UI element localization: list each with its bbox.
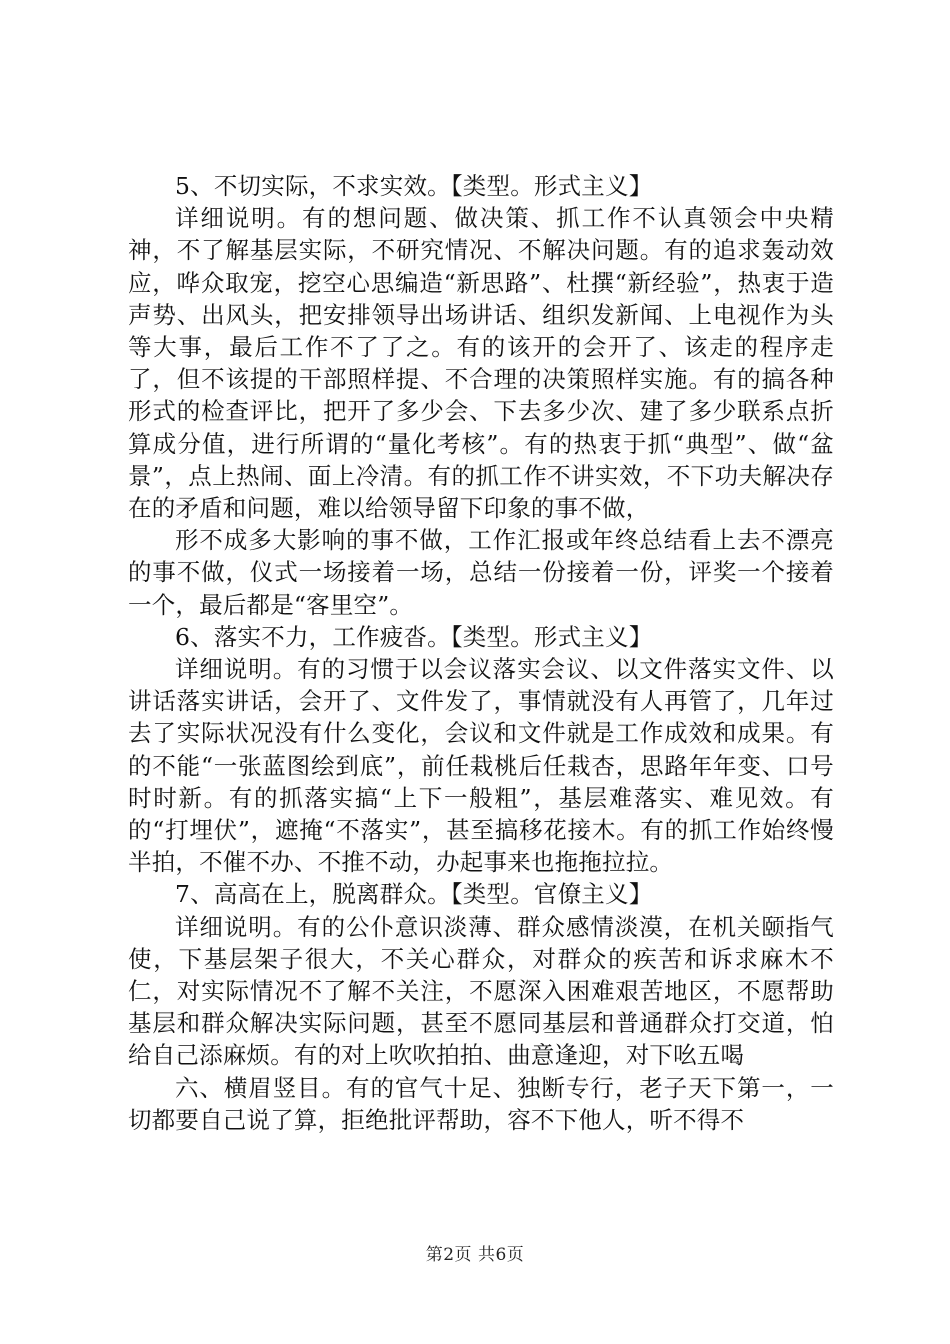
- section-heading-6: 6、落实不力，工作疲沓。【类型。形式主义】: [175, 622, 653, 651]
- document-body: [128, 170, 834, 1136]
- paragraph-item-six: 六、横眉竖目。有的官气十足、独断专行，老子天下第一，一切都要自己说了算，拒绝批评帮助，容不下他人，听不得不: [128, 1073, 834, 1134]
- paragraph-detail-6: 详细说明。有的习惯于以会议落实会议、以文件落实文件、以讲话落实讲话，会开了、文件发了，事情就没有人再管了，几年过去了实际状况没有什么变化，会议和文件就是工作成效和成果。有的不能“一张蓝图绘到底”，前任栽桃后任栽杏，思路年年变、口号时时新。有的抓落实搞“上下一般粗”，基层难落实、难见效。有的“打埋伏”，遮掩“不落实”，甚至搞移花接木。有的抓工作始终慢半拍，不催不办、不推不动，办起事来也拖拖拉拉。: [128, 655, 834, 877]
- paragraph-detail-5-continued: 形不成多大影响的事不做，工作汇报或年终总结看上去不漂亮的事不做，仪式一场接着一场，总结一份接着一份，评奖一个接着一个，最后都是“客里空”。: [128, 526, 834, 619]
- paragraph-detail-5: 详细说明。有的想问题、做决策、抓工作不认真领会中央精神，不了解基层实际，不研究情况、不解决问题。有的追求轰动效应，哗众取宠，挖空心思编造“新思路”、杜撰“新经验”，热衷于造声势、出风头，把安排领导出场讲话、组织发新闻、上电视作为头等大事，最后工作不了了之。有的该开的会开了、该走的程序走了，但不该提的干部照样提、不合理的决策照样实施。有的搞各种形式的检查评比，把开了多少会、下去多少次、建了多少联系点折算成分值，进行所谓的“量化考核”。有的热衷于抓“典型”、做“盆景”，点上热闹、面上冷清。有的抓工作不讲实效，不下功夫解决存在的矛盾和问题，难以给领导留下印象的事不做，: [128, 204, 834, 523]
- section-heading-7: 7、高高在上，脱离群众。【类型。官僚主义】: [175, 880, 653, 909]
- section-heading-5: 5、不切实际，不求实效。【类型。形式主义】: [175, 172, 653, 200]
- paragraph-detail-7: 详细说明。有的公仆意识淡薄、群众感情淡漠，在机关颐指气使，下基层架子很大，不关心群众，对群众的疾苦和诉求麻木不仁，对实际情况不了解不关注，不愿深入困难艰苦地区，不愿帮助基层和群众解决实际问题，甚至不愿同基层和普通群众打交道，怕给自己添麻烦。有的对上吹吹拍拍、曲意逢迎，对下吆五喝: [128, 912, 834, 1070]
- page-footer: 第2页 共6页: [425, 1245, 525, 1265]
